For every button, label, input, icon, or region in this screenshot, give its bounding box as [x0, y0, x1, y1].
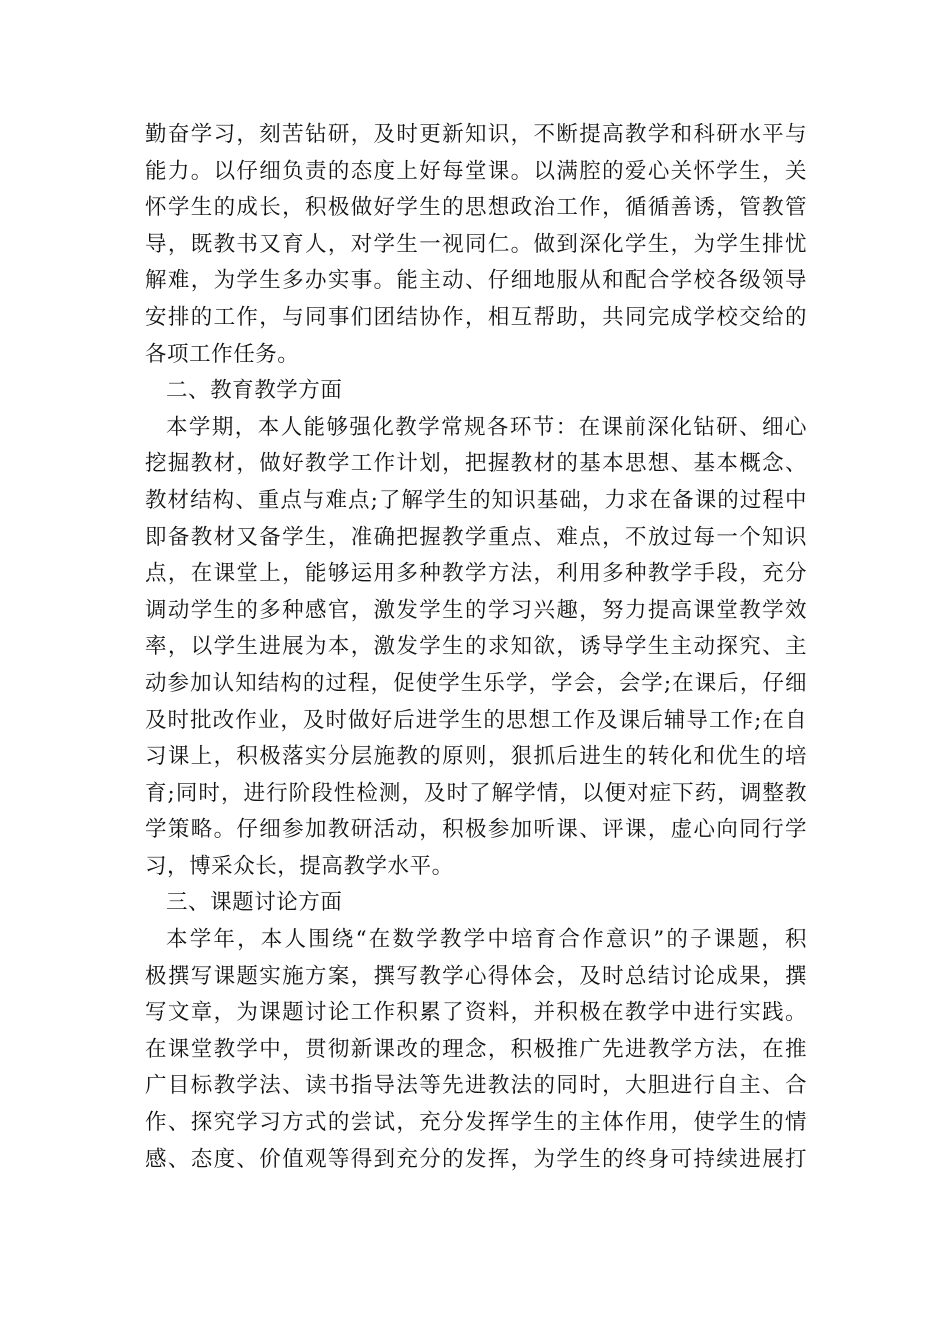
paragraph-first-line: 本学期，本人能够强化教学常规各环节：在课前深化钻研、细心 [166, 414, 807, 440]
text-line: 作、探究学习方式的尝试，充分发挥学生的主体作用，使学生的情 [145, 1110, 807, 1136]
text-line: 习课上，积极落实分层施教的原则，狠抓后进生的转化和优生的培 [145, 744, 807, 770]
text-line: 广目标教学法、读书指导法等先进教法的同时，大胆进行自主、合 [145, 1073, 807, 1099]
text-line: 导，既教书又育人，对学生一视同仁。做到深化学生，为学生排忧 [145, 231, 807, 257]
body-text [145, 117, 807, 1178]
text-line: 率，以学生进展为本，激发学生的求知欲，诱导学生主动探究、主 [145, 634, 807, 660]
text-line: 怀学生的成长，积极做好学生的思想政治工作，循循善诱，管教管 [145, 195, 807, 221]
paragraph-first-line: 本学年，本人围绕“在数学教学中培育合作意识”的子课题，积 [166, 927, 807, 953]
text-line: 教材结构、重点与难点;了解学生的知识基础，力求在备课的过程中 [145, 487, 807, 513]
text-line: 写文章，为课题讨论工作积累了资料，并积极在教学中进行实践。 [145, 1000, 807, 1026]
text-line: 解难，为学生多办实事。能主动、仔细地服从和配合学校各级领导 [145, 268, 807, 294]
text-line: 调动学生的多种感官，激发学生的学习兴趣，努力提高课堂教学效 [145, 597, 807, 623]
text-line: 感、态度、价值观等得到充分的发挥，为学生的终身可持续进展打 [145, 1146, 807, 1172]
text-line: 安排的工作，与同事们团结协作，相互帮助，共同完成学校交给的 [145, 304, 807, 330]
text-line: 即备教材又备学生，准确把握教学重点、难点，不放过每一个知识 [145, 524, 807, 550]
text-line: 在课堂教学中，贯彻新课改的理念，积极推广先进教学方法，在推 [145, 1036, 807, 1062]
text-line: 点，在课堂上，能够运用多种教学方法，利用多种教学手段，充分 [145, 561, 807, 587]
text-line: 极撰写课题实施方案，撰写教学心得体会，及时总结讨论成果，撰 [145, 963, 807, 989]
section-heading: 二、教育教学方面 [166, 378, 343, 404]
text-line: 勤奋学习，刻苦钻研，及时更新知识，不断提高教学和科研水平与 [145, 122, 807, 147]
text-line: 育;同时，进行阶段性检测，及时了解学情，以便对症下药，调整教 [145, 780, 807, 806]
section-heading: 三、课题讨论方面 [166, 890, 343, 916]
text-line: 各项工作任务。 [145, 341, 300, 367]
text-line: 动参加认知结构的过程，促使学生乐学，学会，会学;在课后，仔细 [145, 670, 807, 696]
text-line: 学策略。仔细参加教研活动，积极参加听课、评课，虚心向同行学 [145, 817, 807, 843]
text-line: 及时批改作业，及时做好后进学生的思想工作及课后辅导工作;在自 [145, 707, 807, 733]
text-line: 习，博采众长，提高教学水平。 [145, 853, 454, 879]
text-line: 挖掘教材，做好教学工作计划，把握教材的基本思想、基本概念、 [145, 451, 807, 477]
text-line: 能力。以仔细负责的态度上好每堂课。以满腔的爱心关怀学生，关 [145, 158, 807, 184]
